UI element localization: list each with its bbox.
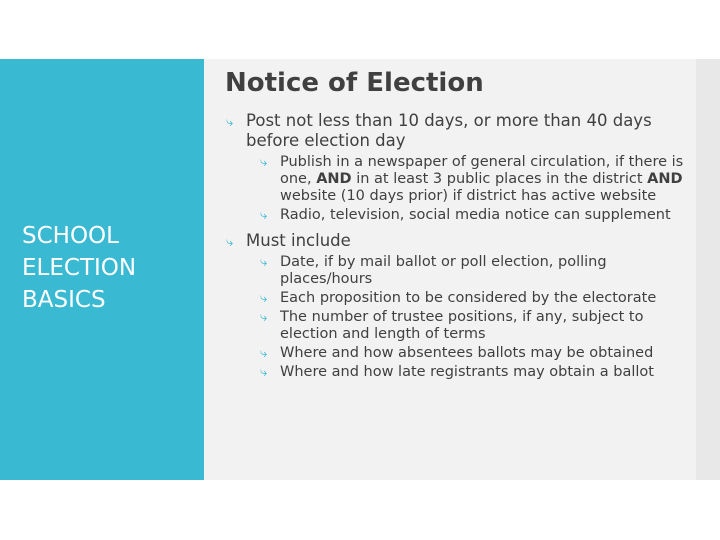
sub-bullet-text: Where and how absentees ballots may be obtained	[280, 345, 654, 361]
bullet-item	[226, 232, 696, 252]
bullet-item	[226, 112, 696, 150]
sub-bullet-item	[260, 364, 696, 381]
bullet-text: Must include	[246, 231, 351, 250]
slide-title: Notice of Election	[225, 68, 484, 98]
curved-arrow-bullet-icon: ⤷	[260, 291, 268, 306]
curved-arrow-bullet-icon: ⤷	[260, 310, 268, 325]
curved-arrow-bullet-icon: ⤷	[226, 115, 234, 130]
curved-arrow-bullet-icon: ⤷	[260, 255, 268, 270]
sub-bullet-item	[260, 254, 696, 288]
curved-arrow-bullet-icon: ⤷	[226, 235, 234, 250]
curved-arrow-bullet-icon: ⤷	[260, 155, 268, 170]
sub-bullet-item	[260, 154, 696, 205]
sub-bullet-item	[260, 345, 696, 362]
sub-bullet-text: The number of trustee positions, if any, subject to election and length of terms	[280, 309, 644, 342]
side-strip	[696, 59, 720, 480]
curved-arrow-bullet-icon: ⤷	[260, 346, 268, 361]
sub-bullet-text: Date, if by mail ballot or poll election, polling places/hours	[280, 254, 607, 287]
sub-bullet-text: Radio, television, social media notice can supplement	[280, 207, 671, 223]
sub-bullet-text: Publish in a newspaper of general circulation, if there is one, AND in at least 3 public places in the district AND website (10 days prior) if district has active website	[280, 154, 684, 204]
bullet-list	[226, 112, 696, 381]
section-title: SCHOOL ELECTION BASICS	[22, 223, 137, 313]
curved-arrow-bullet-icon: ⤷	[260, 365, 268, 380]
sub-bullet-text: Where and how late registrants may obtain a ballot	[280, 364, 654, 380]
bullet-text: Post not less than 10 days, or more than 40 days before election day	[246, 111, 652, 150]
sub-bullet-text: Each proposition to be considered by the electorate	[280, 290, 657, 306]
curved-arrow-bullet-icon: ⤷	[260, 208, 268, 223]
sub-bullet-item	[260, 207, 696, 224]
sub-bullet-item	[260, 309, 696, 343]
sub-bullet-item	[260, 290, 696, 307]
